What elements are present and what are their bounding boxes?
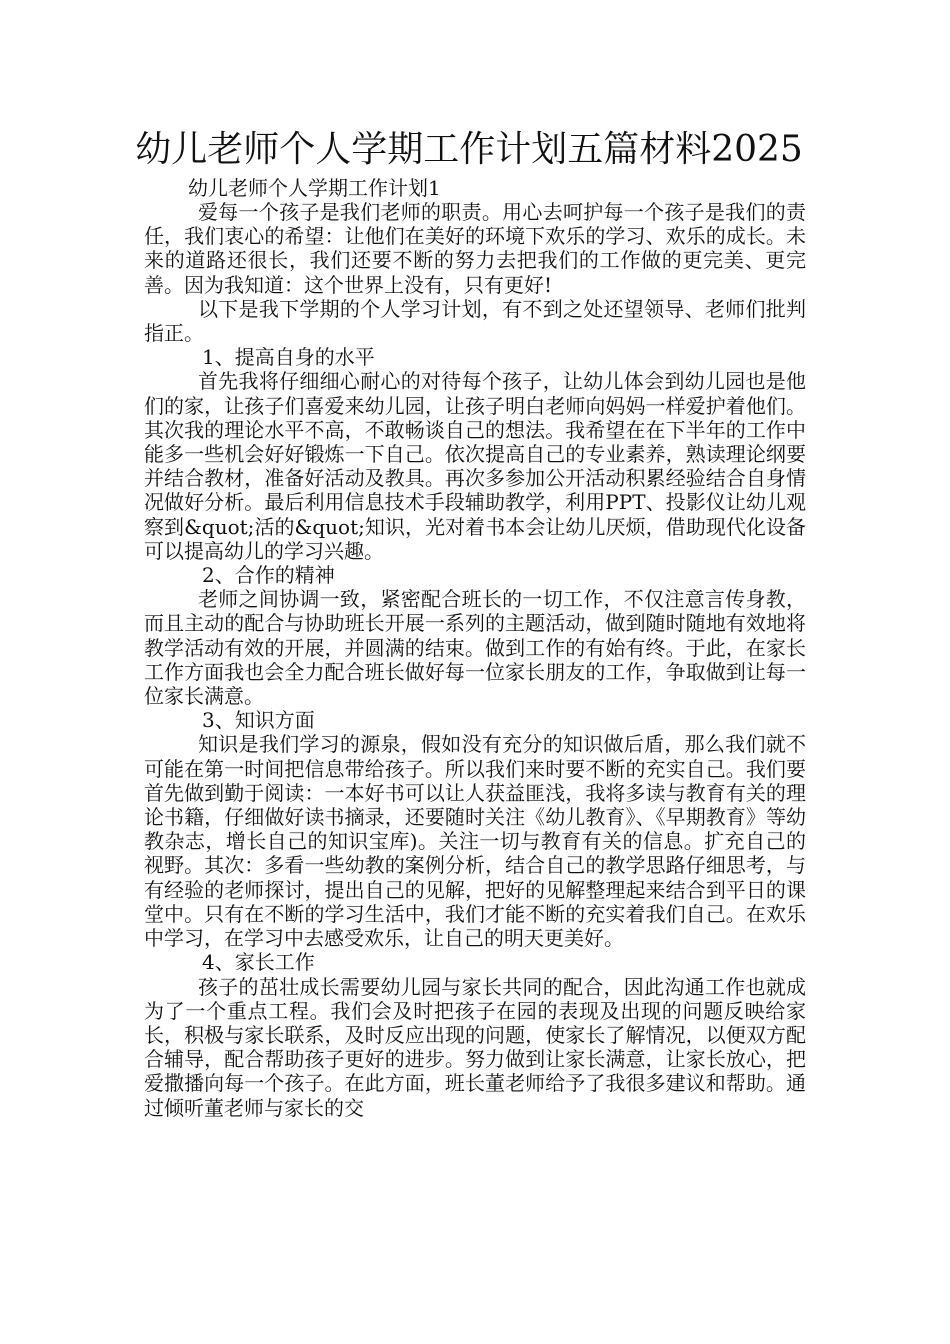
section-heading: 3、知识方面 [202, 708, 315, 733]
section-heading: 1、提高自身的水平 [202, 345, 375, 370]
section-title: 幼儿老师个人学期工作计划1 [188, 176, 441, 200]
section-heading: 4、家长工作 [202, 950, 315, 975]
paragraph: 知识是我们学习的源泉，假如没有充分的知识做后盾，那么我们就不可能在第一时间把信息带给孩子。所以我们来时要不断的充实自己。我们要首先做到勤于阅读：一本好书可以让人获益匪浅，我将多读与教育有关的理论书籍，仔细做好读书摘录，还要随时关注《幼儿教育》、《早期教育》等幼教杂志，增长自己的知识宝库)。关注一切与教育有关的信息。扩充自己的视野。其次：多看一些幼教的案例分析，结合自己的教学思路仔细思考，与有经验的老师探讨，提出自己的见解，把好的见解整理起来结合到平日的课堂中。只有在不断的学习生活中，我们才能不断的充实着我们自己。在欢乐中学习，在学习中去感受欢乐，让自己的明天更美好。 [144, 732, 806, 951]
paragraph: 以下是我下学期的个人学习计划，有不到之处还望领导、老师们批判指正。 [144, 296, 806, 346]
paragraph: 爱每一个孩子是我们老师的职责。用心去呵护每一个孩子是我们的责任，我们衷心的希望：让他们在美好的环境下欢乐的学习、欢乐的成长。未来的道路还很长，我们还要不断的努力去把我们的工作做的更完美、更完善。因为我知道：这个世界上没有，只有更好! [144, 200, 806, 297]
paragraph: 老师之间协调一致，紧密配合班长的一切工作，不仅注意言传身教，而且主动的配合与协助班长开展一系列的主题活动，做到随时随地有效地将教学活动有效的开展，并圆满的结束。做到工作的有始有终。于此，在家长工作方面我也会全力配合班长做好每一位家长朋友的工作，争取做到让每一位家长满意。 [144, 587, 806, 709]
paragraph: 首先我将仔细细心耐心的对待每个孩子，让幼儿体会到幼儿园也是他们的家，让孩子们喜爱来幼儿园，让孩子明白老师向妈妈一样爱护着他们。其次我的理论水平不高，不敢畅谈自己的想法。我希望在在下半年的工作中能多一些机会好好锻炼一下自己。依次提高自己的专业素养，熟读理论纲要并结合教材，准备好活动及教具。再次多参加公开活动积累经验结合自身情况做好分析。最后利用信息技术手段辅助教学，利用PPT、投影仪让幼儿观察到&quot;活的&quot;知识，光对着书本会让幼儿厌烦，借助现代化设备可以提高幼儿的学习兴趣。 [144, 369, 806, 563]
document-body [144, 200, 806, 1120]
paragraph: 孩子的茁壮成长需要幼儿园与家长共同的配合，因此沟通工作也就成为了一个重点工程。我们会及时把孩子在园的表现及出现的问题反映给家长，积极与家长联系，及时反应出现的问题，使家长了解情况，以便双方配合辅导，配合帮助孩子更好的进步。努力做到让家长满意，让家长放心，把爱撒播向每一个孩子。在此方面，班长董老师给予了我很多建议和帮助。通过倾听董老师与家长的交 [144, 974, 806, 1120]
document-page [135, 128, 806, 1120]
section-heading: 2、合作的精神 [202, 563, 335, 588]
document-title: 幼儿老师个人学期工作计划五篇材料2025 [135, 129, 803, 170]
